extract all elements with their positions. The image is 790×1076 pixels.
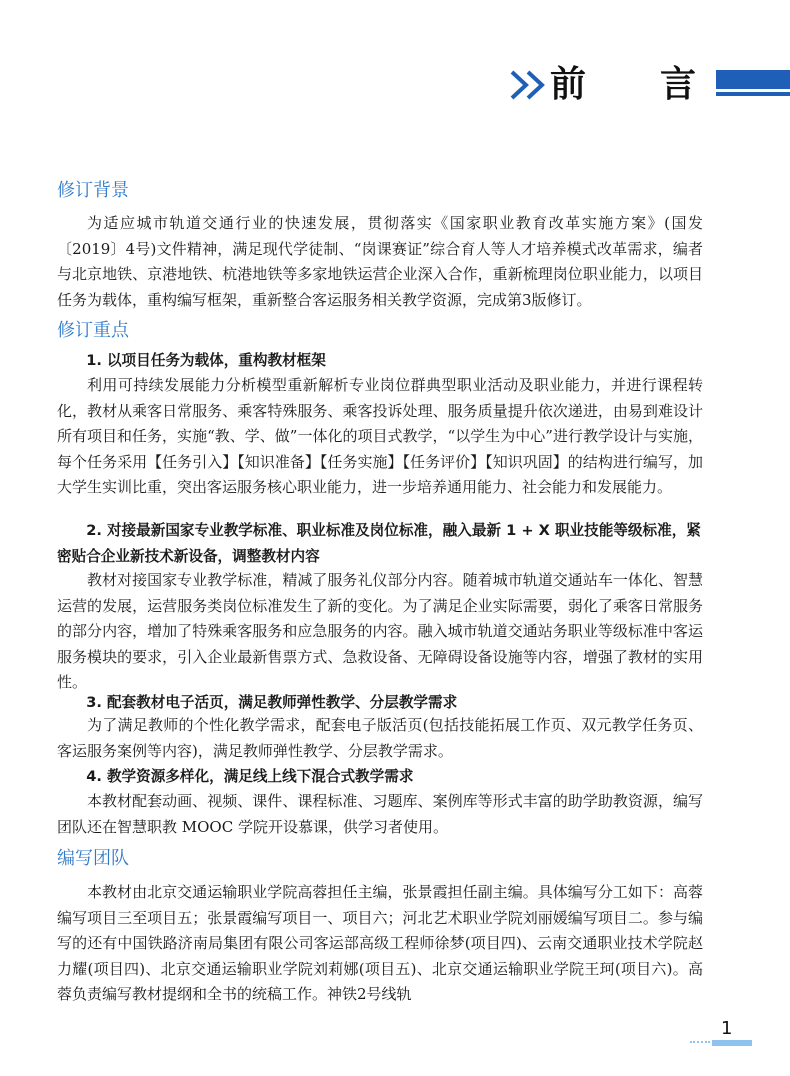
- header-accent-bar: [716, 70, 790, 89]
- page-title: [508, 62, 708, 106]
- footer-accent-bar: [712, 1040, 752, 1046]
- page-number: 1: [721, 1018, 733, 1039]
- background-paragraph: 为适应城市轨道交通行业的快速发展，贯彻落实《国家职业教育改革实施方案》(国发〔2019〕4号)文件精神，满足现代学徒制、“岗课赛证”综合育人等人才培养模式改革需求，编者与北京地铁、京港地铁、杭港地铁等多家地铁运营企业深入合作，重新梳理岗位职业能力，以项目任务为载体，重构编写框架，重新整合客运服务相关教学资源，完成第3版修订。: [57, 214, 703, 309]
- title-char-1: 前: [550, 63, 587, 105]
- section-heading-focus: 修订重点: [57, 320, 129, 341]
- header-accent-line: [716, 92, 790, 96]
- title-char-2: 言: [660, 63, 697, 105]
- focus-item-4-title: 4. 教学资源多样化，满足线上线下混合式教学需求: [86, 768, 414, 785]
- focus-item-2-title: 2. 对接最新国家专业教学标准、职业标准及岗位标准，融入最新 1 + X 职业技能等级标准，紧密贴合企业新技术新设备，调整教材内容: [57, 522, 701, 565]
- section-heading-team: 编写团队: [57, 848, 129, 869]
- focus-item-2-text: 教材对接国家专业教学标准，精减了服务礼仪部分内容。随着城市轨道交通站车一体化、智慧运营的发展，运营服务类岗位标准发生了新的变化。为了满足企业实际需要，弱化了乘客日常服务的部分内容，增加了特殊乘客服务和应急服务的内容。融入城市轨道交通站务职业等级标准中客运服务模块的要求，引入企业最新售票方式、急救设备、无障碍设备设施等内容，增强了教材的实用性。: [57, 571, 703, 691]
- section-heading-background: 修订背景: [57, 180, 129, 201]
- focus-item-3-title: 3. 配套教材电子活页，满足教师弹性教学、分层教学需求: [86, 694, 458, 711]
- team-paragraph: 本教材由北京交通运输职业学院高蓉担任主编，张景霞担任副主编。具体编写分工如下：高蓉编写项目三至项目五；张景霞编写项目一、项目六；河北艺术职业学院刘丽媛编写项目二。参与编写的还有中国铁路济南局集团有限公司客运部高级工程师徐梦(项目四)、云南交通职业技术学院赵力耀(项目四)、北京交通运输职业学院刘莉娜(项目五)、北京交通运输职业学院王珂(项目六)。高蓉负责编写教材提纲和全书的统稿工作。神铁2号线轨: [57, 883, 703, 1003]
- footer-dotted-line: [690, 1041, 710, 1046]
- focus-item-1-title: 1. 以项目任务为载体，重构教材框架: [86, 352, 326, 369]
- focus-item-3-text: 为了满足教师的个性化教学需求，配套电子版活页(包括技能拓展工作页、双元教学任务页、客运服务案例等内容)，满足教师弹性教学、分层教学需求。: [57, 716, 703, 760]
- focus-item-1-text: 利用可持续发展能力分析模型重新解析专业岗位群典型职业活动及职业能力，并进行课程转化，教材从乘客日常服务、乘客特殊服务、乘客投诉处理、服务质量提升依次递进，由易到难设计所有项目和任务，实施“教、学、做”一体化的项目式教学，“以学生为中心”进行教学设计与实施，每个任务采用【任务引入】【知识准备】【任务实施】【任务评价】【知识巩固】的结构进行编写，加大学生实训比重，突出客运服务核心职业能力，进一步培养通用能力、社会能力和发展能力。: [57, 376, 703, 496]
- focus-item-4-text: 本教材配套动画、视频、课件、课程标准、习题库、案例库等形式丰富的助学助教资源，编写团队还在智慧职教 MOOC 学院开设慕课，供学习者使用。: [57, 792, 703, 836]
